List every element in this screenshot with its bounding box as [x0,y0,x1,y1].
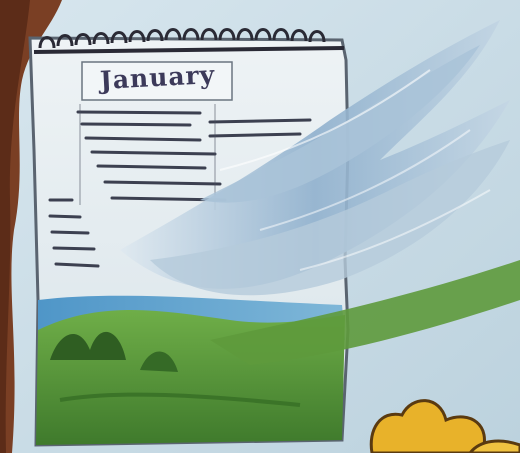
calendar-month-label: January [99,59,216,95]
